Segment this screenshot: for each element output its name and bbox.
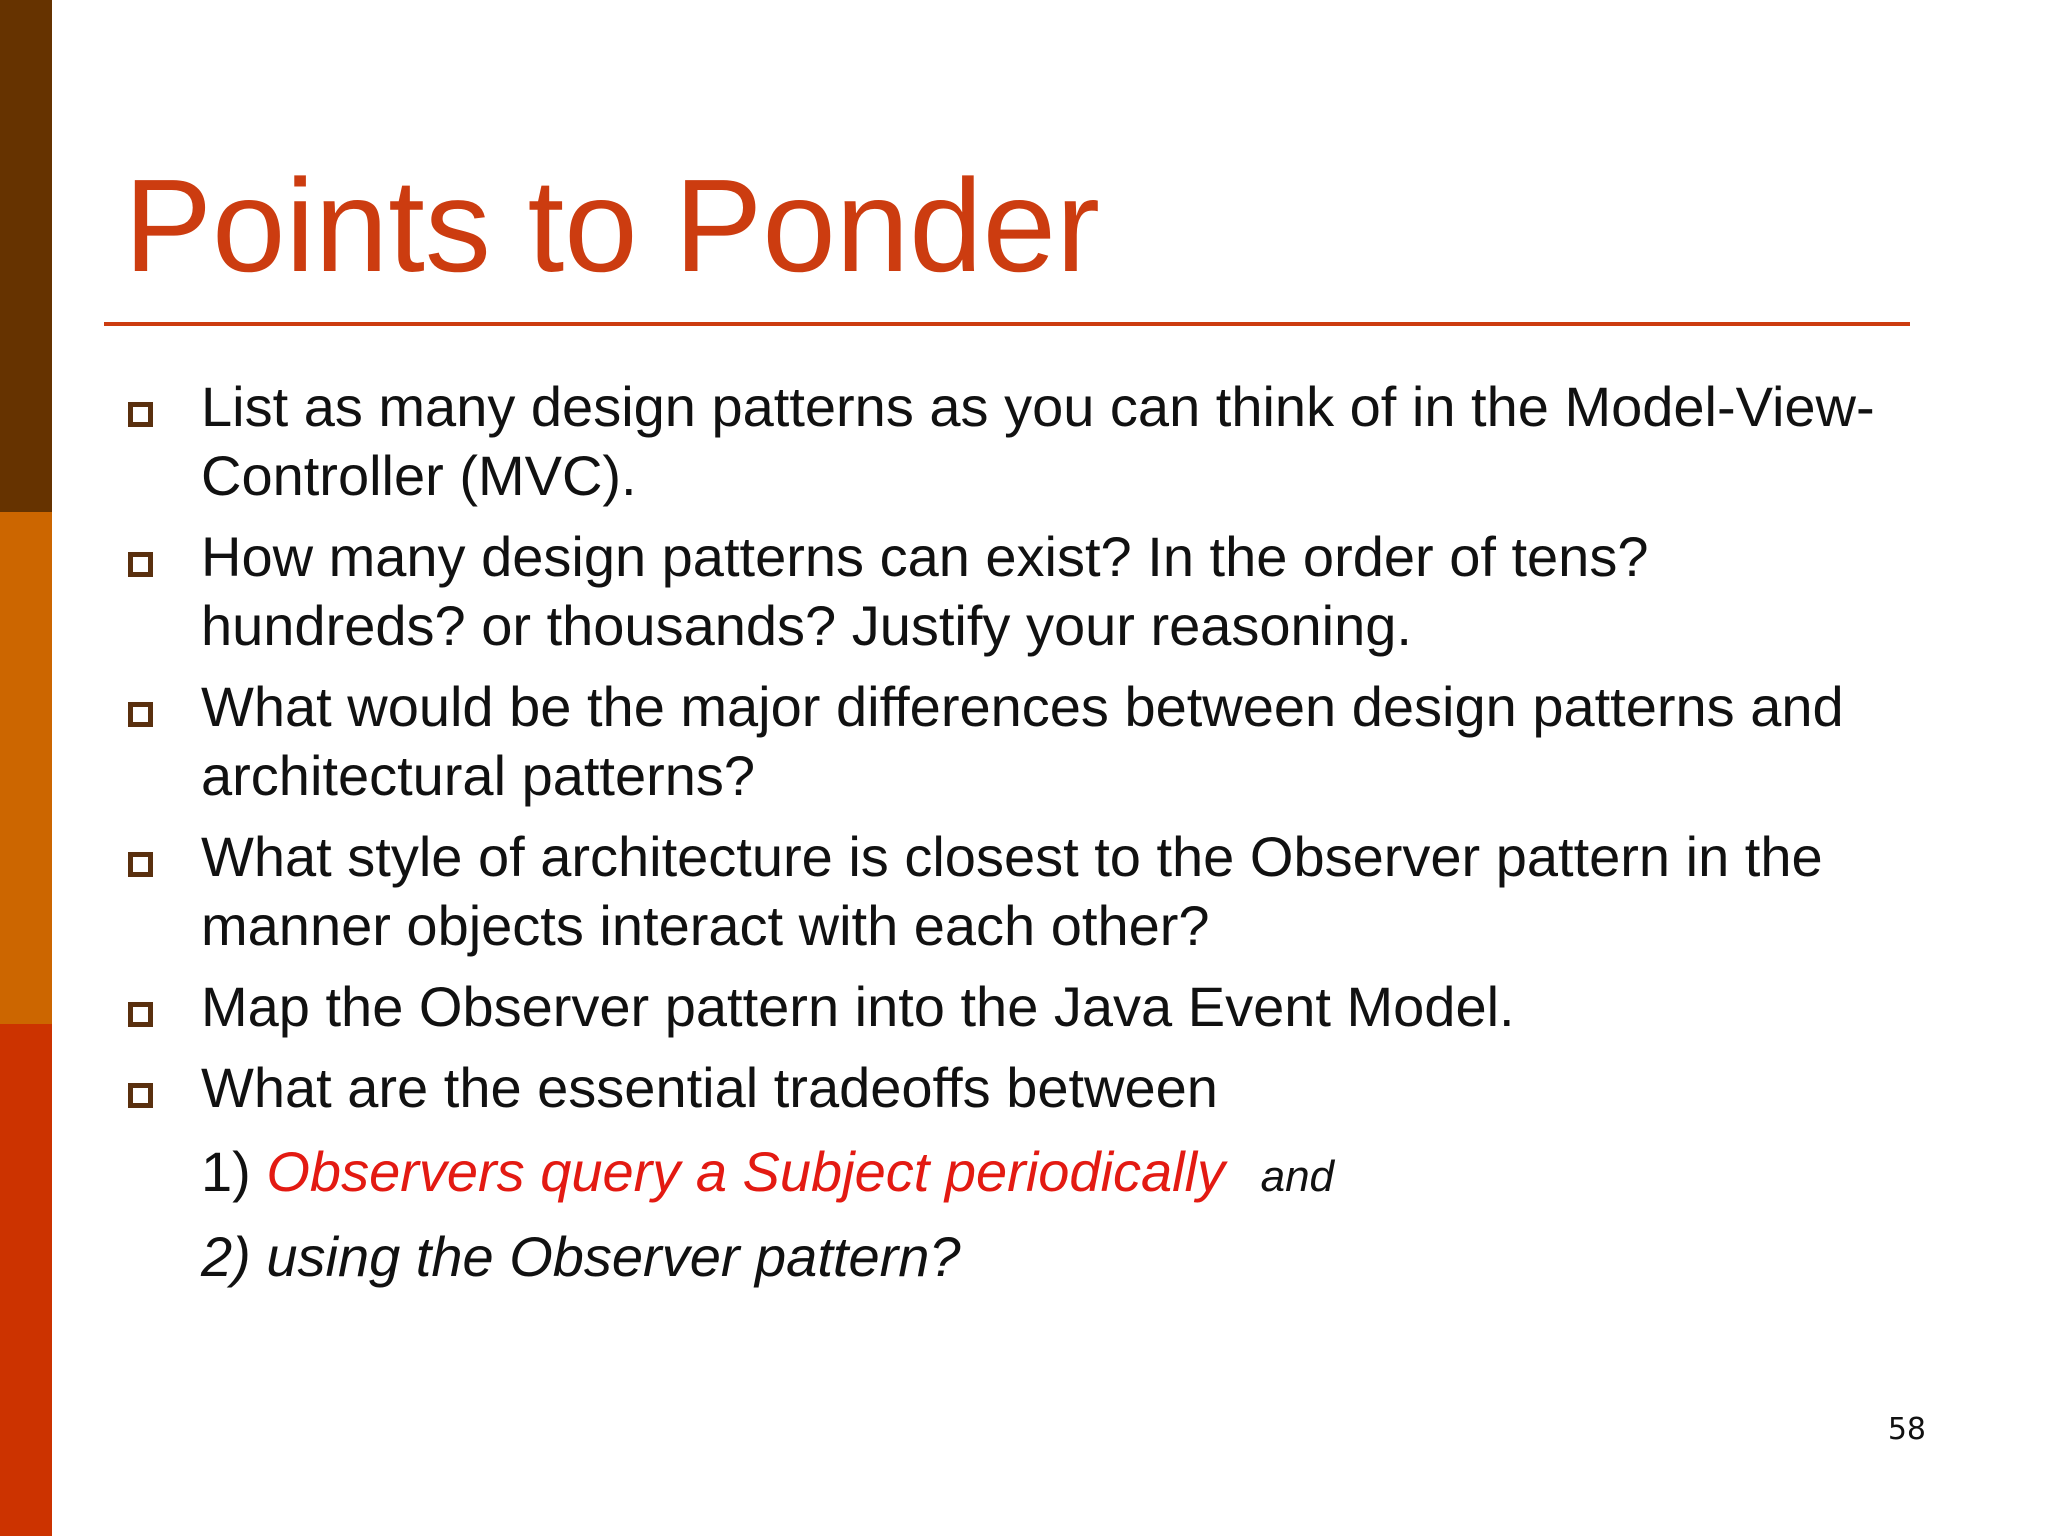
- square-bullet-icon: [128, 1083, 153, 1108]
- bullet-text: List as many design patterns as you can think of in the Model-View-Controller (MVC).: [201, 375, 1875, 507]
- list-item: [128, 822, 1918, 960]
- page-number: 58: [1887, 1412, 1926, 1447]
- sidebar-band-top: [0, 0, 52, 512]
- bullet-text: What style of architecture is closest to the Observer pattern in the manner objects interact with each other?: [201, 825, 1823, 957]
- tradeoff-item-1-text: Observers query a Subject periodically: [266, 1140, 1226, 1203]
- bullet-text: Map the Observer pattern into the Java Event Model.: [201, 975, 1515, 1038]
- sidebar-accent: [0, 0, 52, 1536]
- list-item: [128, 672, 1918, 810]
- list-item: [128, 972, 1918, 1041]
- tradeoff-item-1: [201, 1137, 1334, 1211]
- bullet-text: What would be the major differences between design patterns and architectural patterns?: [201, 675, 1844, 807]
- square-bullet-icon: [128, 852, 153, 877]
- slide-title: Points to Ponder: [124, 152, 1100, 299]
- list-item: [128, 372, 1918, 510]
- square-bullet-icon: [128, 552, 153, 577]
- square-bullet-icon: [128, 702, 153, 727]
- tradeoff-item-1-number: 1): [201, 1140, 251, 1203]
- sidebar-band-middle: [0, 512, 52, 1024]
- bullet-text: What are the essential tradeoffs between: [201, 1056, 1218, 1119]
- bullet-list: [128, 372, 1918, 1134]
- square-bullet-icon: [128, 1002, 153, 1027]
- sidebar-band-bottom: [0, 1024, 52, 1536]
- tradeoff-item-2: 2) using the Observer pattern?: [201, 1225, 961, 1288]
- list-item: [128, 522, 1918, 660]
- bullet-text: How many design patterns can exist? In the order of tens? hundreds? or thousands? Justify your reasoning.: [201, 525, 1649, 657]
- list-item: [128, 1053, 1918, 1122]
- title-divider: [104, 322, 1910, 326]
- square-bullet-icon: [128, 402, 153, 427]
- tradeoff-connector: and: [1260, 1152, 1335, 1201]
